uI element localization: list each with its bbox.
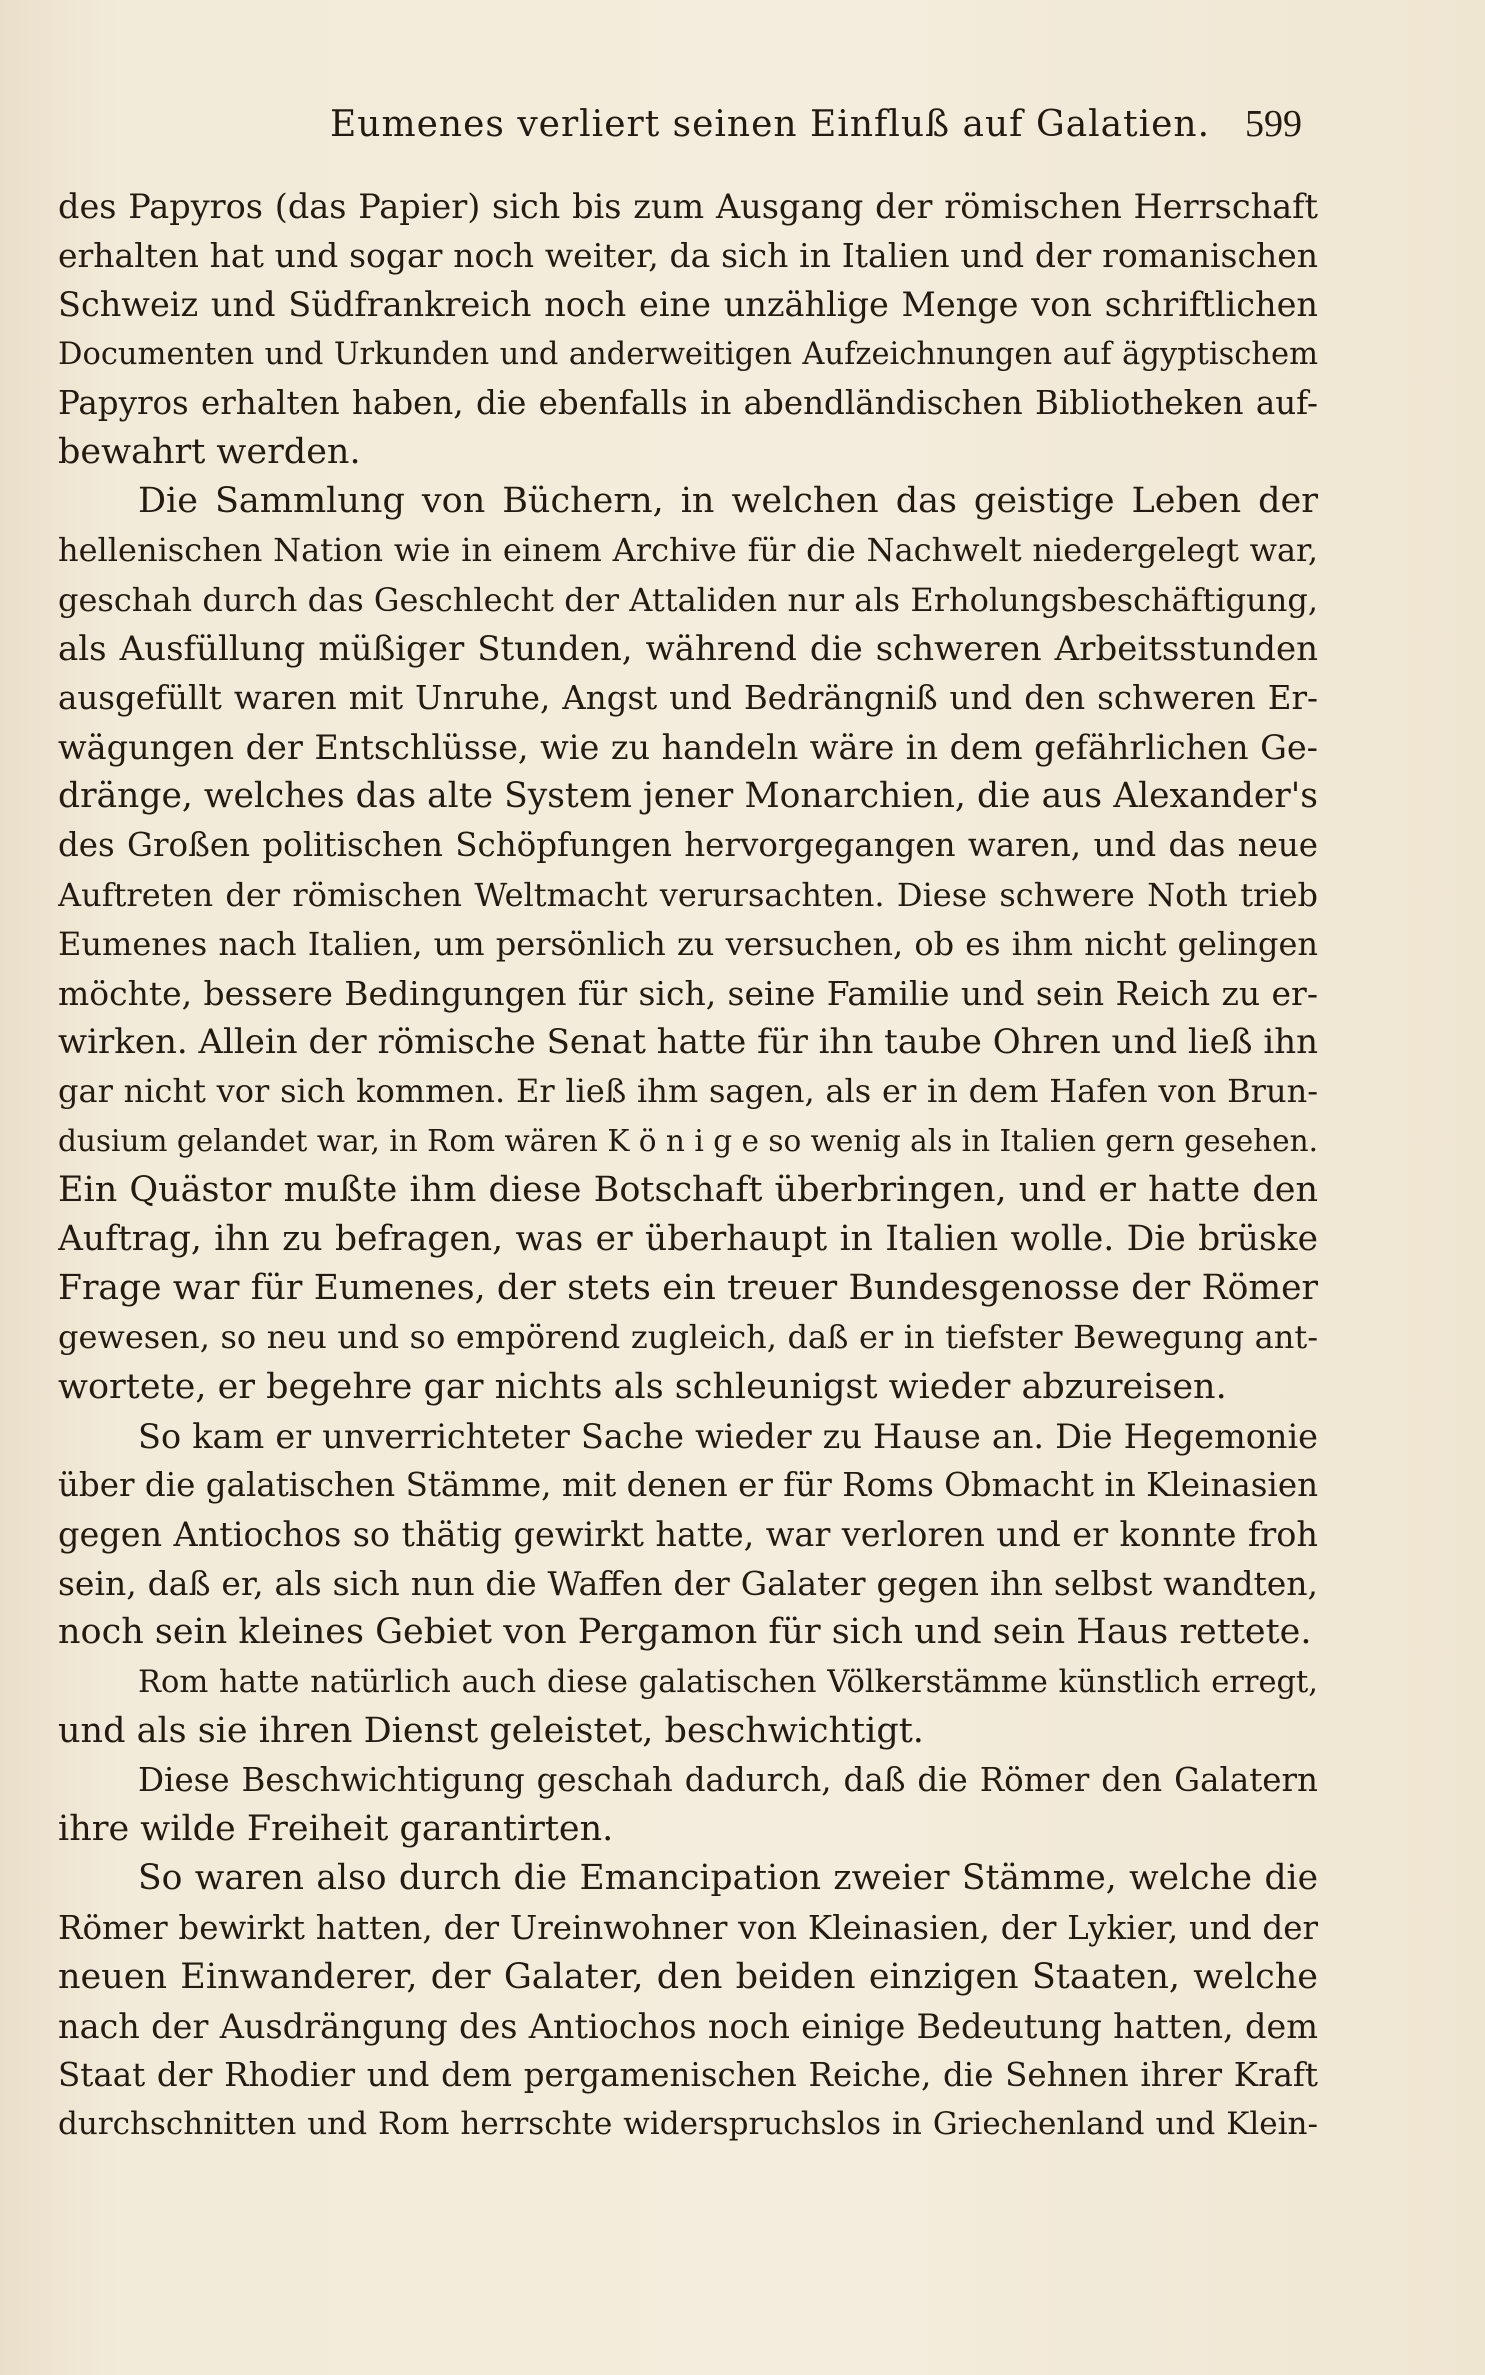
text-line: dusium gelandet war, in Rom wären K ö n i g e so wenig als in Italien gern gesehen. [58, 1123, 1318, 1158]
text-line: Auftrag, ihn zu befragen, was er überhaupt in Italien wolle. Die brüske [58, 1218, 1318, 1259]
text-line: Römer bewirkt hatten, der Ureinwohner von Kleinasien, der Lykier, und der [58, 1908, 1318, 1947]
text-line: Papyros erhalten haben, die ebenfalls in abendländischen Bibliotheken auf- [58, 383, 1318, 422]
body-text [58, 182, 1318, 2150]
text-line: erhalten hat und sogar noch weiter, da sich in Italien und der romanischen [58, 236, 1318, 276]
text-line: gewesen, so neu und so empörend zugleich, daß er in tiefster Bewegung ant- [58, 1318, 1318, 1357]
text-line: als Ausfüllung müßiger Stunden, während die schweren Arbeitsstunden [58, 628, 1318, 669]
text-line: hellenischen Nation wie in einem Archive für die Nachwelt niedergelegt war, [58, 531, 1318, 570]
text-line: über die galatischen Stämme, mit denen er für Roms Obmacht in Kleinasien [58, 1465, 1318, 1504]
text-line: neuen Einwanderer, der Galater, den beiden einzigen Staaten, welche [58, 1956, 1318, 1997]
page-number: 599 [1245, 103, 1302, 145]
text-line: wägungen der Entschlüsse, wie zu handeln wäre in dem gefährlichen Ge- [58, 728, 1318, 768]
text-line: Diese Beschwichtigung geschah dadurch, daß die Römer den Galatern [138, 1761, 1318, 1799]
text-line: nach der Ausdrängung des Antiochos noch einige Bedeutung hatten, dem [58, 2006, 1318, 2046]
running-title: Eumenes verliert seinen Einfluß auf Galatien. [330, 104, 1211, 145]
text-line: Staat der Rhodier und dem pergamenischen Reiche, die Sehnen ihrer Kraft [58, 2056, 1318, 2095]
text-line: wirken. Allein der römische Senat hatte für ihn taube Ohren und ließ ihn [58, 1022, 1318, 1063]
text-line: Schweiz und Südfrankreich noch eine unzählige Menge von schriftlichen [58, 285, 1318, 325]
text-line: gar nicht vor sich kommen. Er ließ ihm sagen, als er in dem Hafen von Brun- [58, 1072, 1318, 1111]
text-line: durchschnitten und Rom herrschte widerspruchslos in Griechenland und Klein- [58, 2106, 1318, 2143]
text-line: wortete, er begehre gar nichts als schleunigst wieder abzureisen. [58, 1366, 1227, 1407]
text-line: Documenten und Urkunden und anderweitigen Aufzeichnungen auf ägyptischem [58, 336, 1318, 372]
text-line: möchte, bessere Bedingungen für sich, seine Familie und sein Reich zu er- [58, 974, 1318, 1013]
text-line: und als sie ihren Dienst geleistet, beschwichtigt. [58, 1710, 924, 1751]
text-line: dränge, welches das alte System jener Monarchien, die aus Alexander's [58, 776, 1318, 817]
text-line: des Großen politischen Schöpfungen hervorgegangen waren, und das neue [58, 826, 1318, 865]
text-line: So kam er unverrichteter Sache wieder zu Hause an. Die Hegemonie [138, 1416, 1318, 1456]
text-line: So waren also durch die Emancipation zweier Stämme, welche die [138, 1858, 1318, 1899]
text-line: Die Sammlung von Büchern, in welchen das geistige Leben der [138, 481, 1318, 522]
text-line: Ein Quästor mußte ihm diese Botschaft überbringen, und er hatte den [58, 1169, 1318, 1210]
text-line: Eumenes nach Italien, um persönlich zu versuchen, ob es ihm nicht gelingen [58, 924, 1318, 963]
text-line: ausgefüllt waren mit Unruhe, Angst und Bedrängniß und den schweren Er- [58, 678, 1318, 717]
text-line: des Papyros (das Papier) sich bis zum Ausgang der römischen Herrschaft [58, 187, 1318, 226]
text-line: gegen Antiochos so thätig gewirkt hatte, war verloren und er konnte froh [58, 1515, 1318, 1555]
text-line: ihre wilde Freiheit garantirten. [58, 1809, 614, 1850]
text-line: Auftreten der römischen Weltmacht verursachten. Diese schwere Noth trieb [58, 875, 1318, 914]
text-line: Frage war für Eumenes, der stets ein treuer Bundesgenosse der Römer [58, 1268, 1318, 1309]
text-line: noch sein kleines Gebiet von Pergamon für sich und sein Haus rettete. [58, 1612, 1312, 1653]
text-line: sein, daß er, als sich nun die Waffen der Galater gegen ihn selbst wandten, [58, 1564, 1318, 1604]
page-header [0, 100, 1485, 160]
text-line: geschah durch das Geschlecht der Attaliden nur als Erholungsbeschäftigung, [58, 580, 1318, 619]
text-line: bewahrt werden. [58, 431, 361, 472]
text-line: Rom hatte natürlich auch diese galatischen Völkerstämme künstlich erregt, [138, 1664, 1318, 1700]
